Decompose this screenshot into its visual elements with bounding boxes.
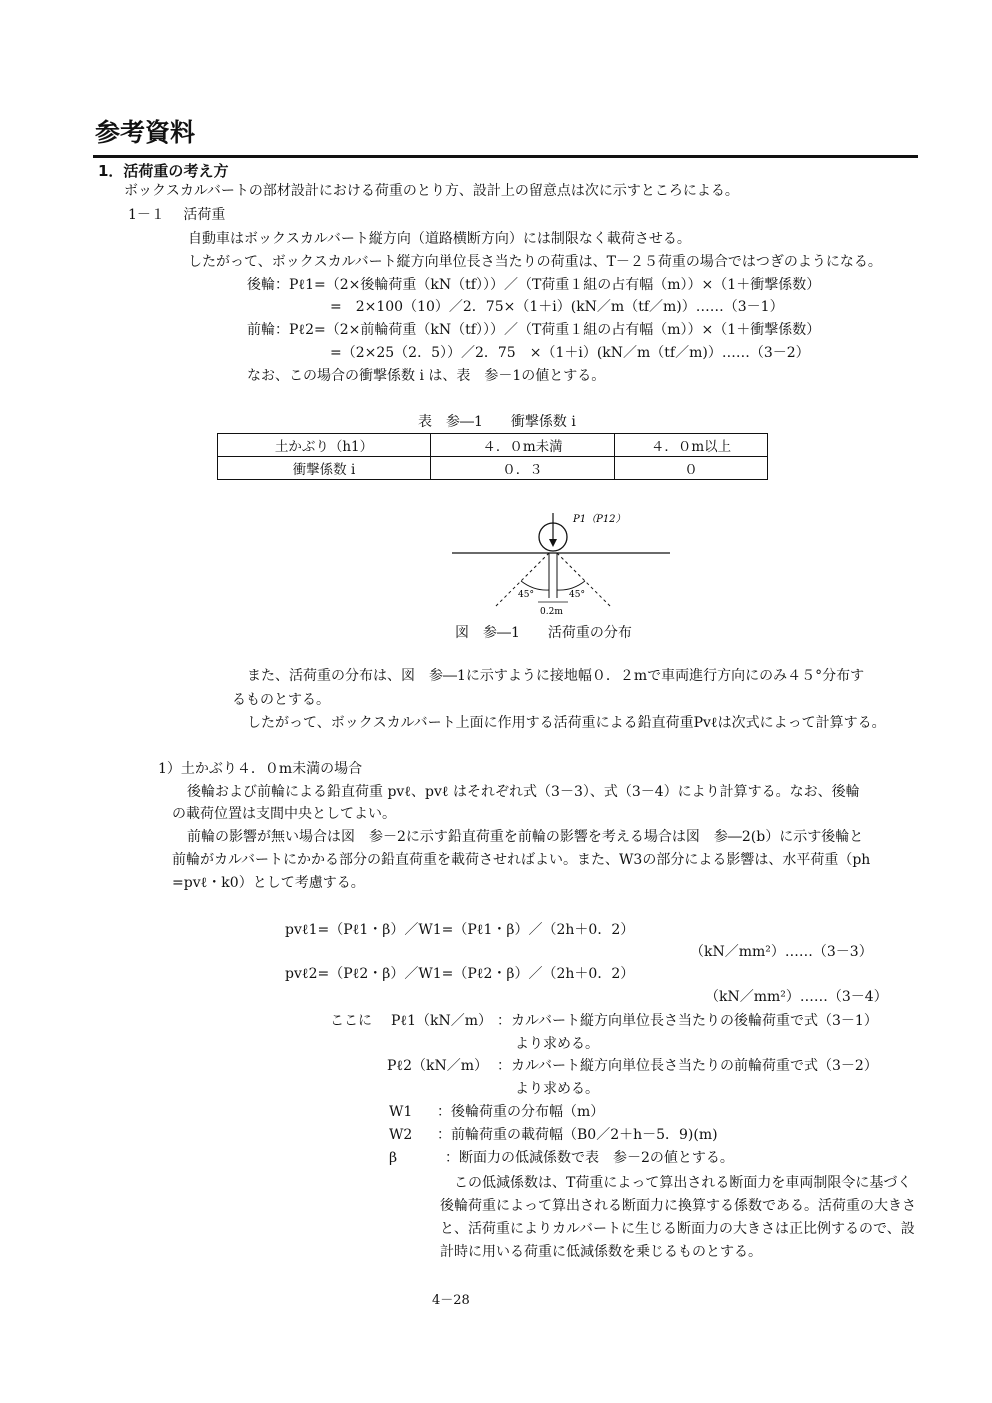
where-label: ここに	[330, 1013, 372, 1029]
load-distribution-figure	[452, 505, 670, 625]
load-label: P1（P12）	[573, 514, 626, 525]
equation: （kN／mm²）……（3－4）	[705, 989, 888, 1005]
paragraph: =pvℓ・k0）として考慮する。	[172, 875, 365, 891]
beta-note: この低減係数は、T荷重によって算出される断面力を車両制限令に基づく後輪荷重によって算出される断面力に換算する係数である。活荷重の大きさと、活荷重によりカルバートに生じる断面力の大きさは正比例するので、設計時に用いる荷重に低減係数を乗じるものとする。	[440, 1175, 916, 1260]
paragraph: るものとする。	[232, 692, 330, 708]
table-cell: 土かぶり（h1）	[218, 434, 431, 457]
equation: pvℓ2=（Pℓ2・β）／W1=（Pℓ2・β）／（2h＋0．2）	[285, 966, 635, 982]
angle-arc-left	[521, 581, 549, 590]
table-cell: 衝撃係数 i	[218, 457, 431, 480]
title-rule	[93, 155, 918, 158]
section-heading: 1．活荷重の考え方	[98, 162, 229, 180]
definition-text: ：前輪荷重の載荷幅（B0／2＋h－5．9)(m)	[437, 1127, 718, 1143]
definition-symbol: W1	[389, 1104, 413, 1120]
width-label: 0.2m	[540, 607, 563, 617]
angle-label-right: 45°	[569, 590, 585, 600]
impact-coefficient-table	[217, 433, 768, 480]
case-heading: 1）土かぶり４．０m未満の場合	[158, 761, 363, 777]
equation: 前輪：Pℓ2=（2×前輪荷重（kN（tf）））／（T荷重１組の占有幅（m））×（1＋衝撃係数）	[247, 322, 821, 338]
angle-label-left: 45°	[518, 590, 534, 600]
equation: （kN／mm²）……（3－3）	[690, 944, 873, 960]
paragraph: 前輪がカルバートにかかる部分の鉛直荷重を載荷させればよい。また、W3の部分による影響は、水平荷重（ph	[172, 852, 871, 868]
page-number: 4－28	[432, 1293, 470, 1308]
paragraph: また、活荷重の分布は、図 参―1に示すように接地幅０．２mで車両進行方向にのみ４５°分布す	[247, 668, 865, 684]
table-cell: ０	[615, 457, 768, 480]
definition-text: ：カルバート縦方向単位長さ当たりの後輪荷重で式（3－1）	[497, 1013, 878, 1029]
paragraph: したがって、ボックスカルバート上面に作用する活荷重による鉛直荷重Pvℓは次式によって計算する。	[247, 715, 886, 731]
table-row	[218, 434, 768, 457]
paragraph: 後輪および前輪による鉛直荷重 pvℓ、pvℓ はそれぞれ式（3－3）、式（3－4）により計算する。なお、後輪	[187, 784, 860, 800]
subsection-heading: 1－１ 活荷重	[128, 207, 226, 223]
paragraph: したがって、ボックスカルバート縦方向単位長さ当たりの荷重は、T－２５荷重の場合ではつぎのようになる。	[188, 254, 882, 270]
table-cell: ４．０m以上	[615, 434, 768, 457]
table-cell: ４．０m未満	[431, 434, 615, 457]
note: なお、この場合の衝撃係数 i は、表 参－1の値とする。	[247, 368, 606, 384]
definition-text: より求める。	[515, 1036, 599, 1052]
arrow-head	[549, 539, 557, 547]
definition-text: ：カルバート縦方向単位長さ当たりの前輪荷重で式（3－2）	[497, 1058, 878, 1074]
table-caption: 表 参―1 衝撃係数 i	[418, 414, 576, 430]
definition-symbol: Pℓ2（kN／m）	[387, 1058, 489, 1074]
definition-symbol: W2	[389, 1127, 413, 1143]
equation: =（2×25（2．5））／2．75 ×（1＋i）(kN／m（tf／m)）……（3－2）	[330, 345, 810, 361]
equation: pvℓ1=（Pℓ1・β）／W1=（Pℓ1・β）／（2h＋0．2）	[285, 922, 635, 938]
page-title: 参考資料	[95, 118, 196, 147]
paragraph: 自動車はボックスカルバート縦方向（道路横断方向）には制限なく載荷させる。	[188, 231, 691, 247]
definition-symbol: Pℓ1（kN／m）	[391, 1013, 493, 1029]
table-row	[218, 457, 768, 480]
definition-text: ：断面力の低減係数で表 参－2の値とする。	[445, 1150, 734, 1166]
equation: 後輪：Pℓ1=（2×後輪荷重（kN（tf）））／（T荷重１組の占有幅（m））×（1＋衝撃係数）	[247, 277, 821, 293]
paragraph: の載荷位置は支間中央としてよい。	[172, 806, 396, 822]
definition-symbol: β	[389, 1150, 398, 1166]
definition-text: より求める。	[515, 1081, 599, 1097]
equation: = 2×100（10）／2．75×（1＋i）(kN／m（tf／m)）……（3－1）	[330, 299, 784, 315]
definition-text: ：後輪荷重の分布幅（m）	[437, 1104, 605, 1120]
figure-caption: 図 参―1 活荷重の分布	[455, 625, 632, 641]
paragraph: 前輪の影響が無い場合は図 参－2に示す鉛直荷重を前輪の影響を考える場合は図 参―2(b）に示す後輪と	[187, 829, 864, 845]
intro-text: ボックスカルバートの部材設計における荷重のとり方、設計上の留意点は次に示すところによる。	[124, 183, 739, 199]
table-cell: ０．３	[431, 457, 615, 480]
angle-arc-right	[557, 581, 585, 590]
